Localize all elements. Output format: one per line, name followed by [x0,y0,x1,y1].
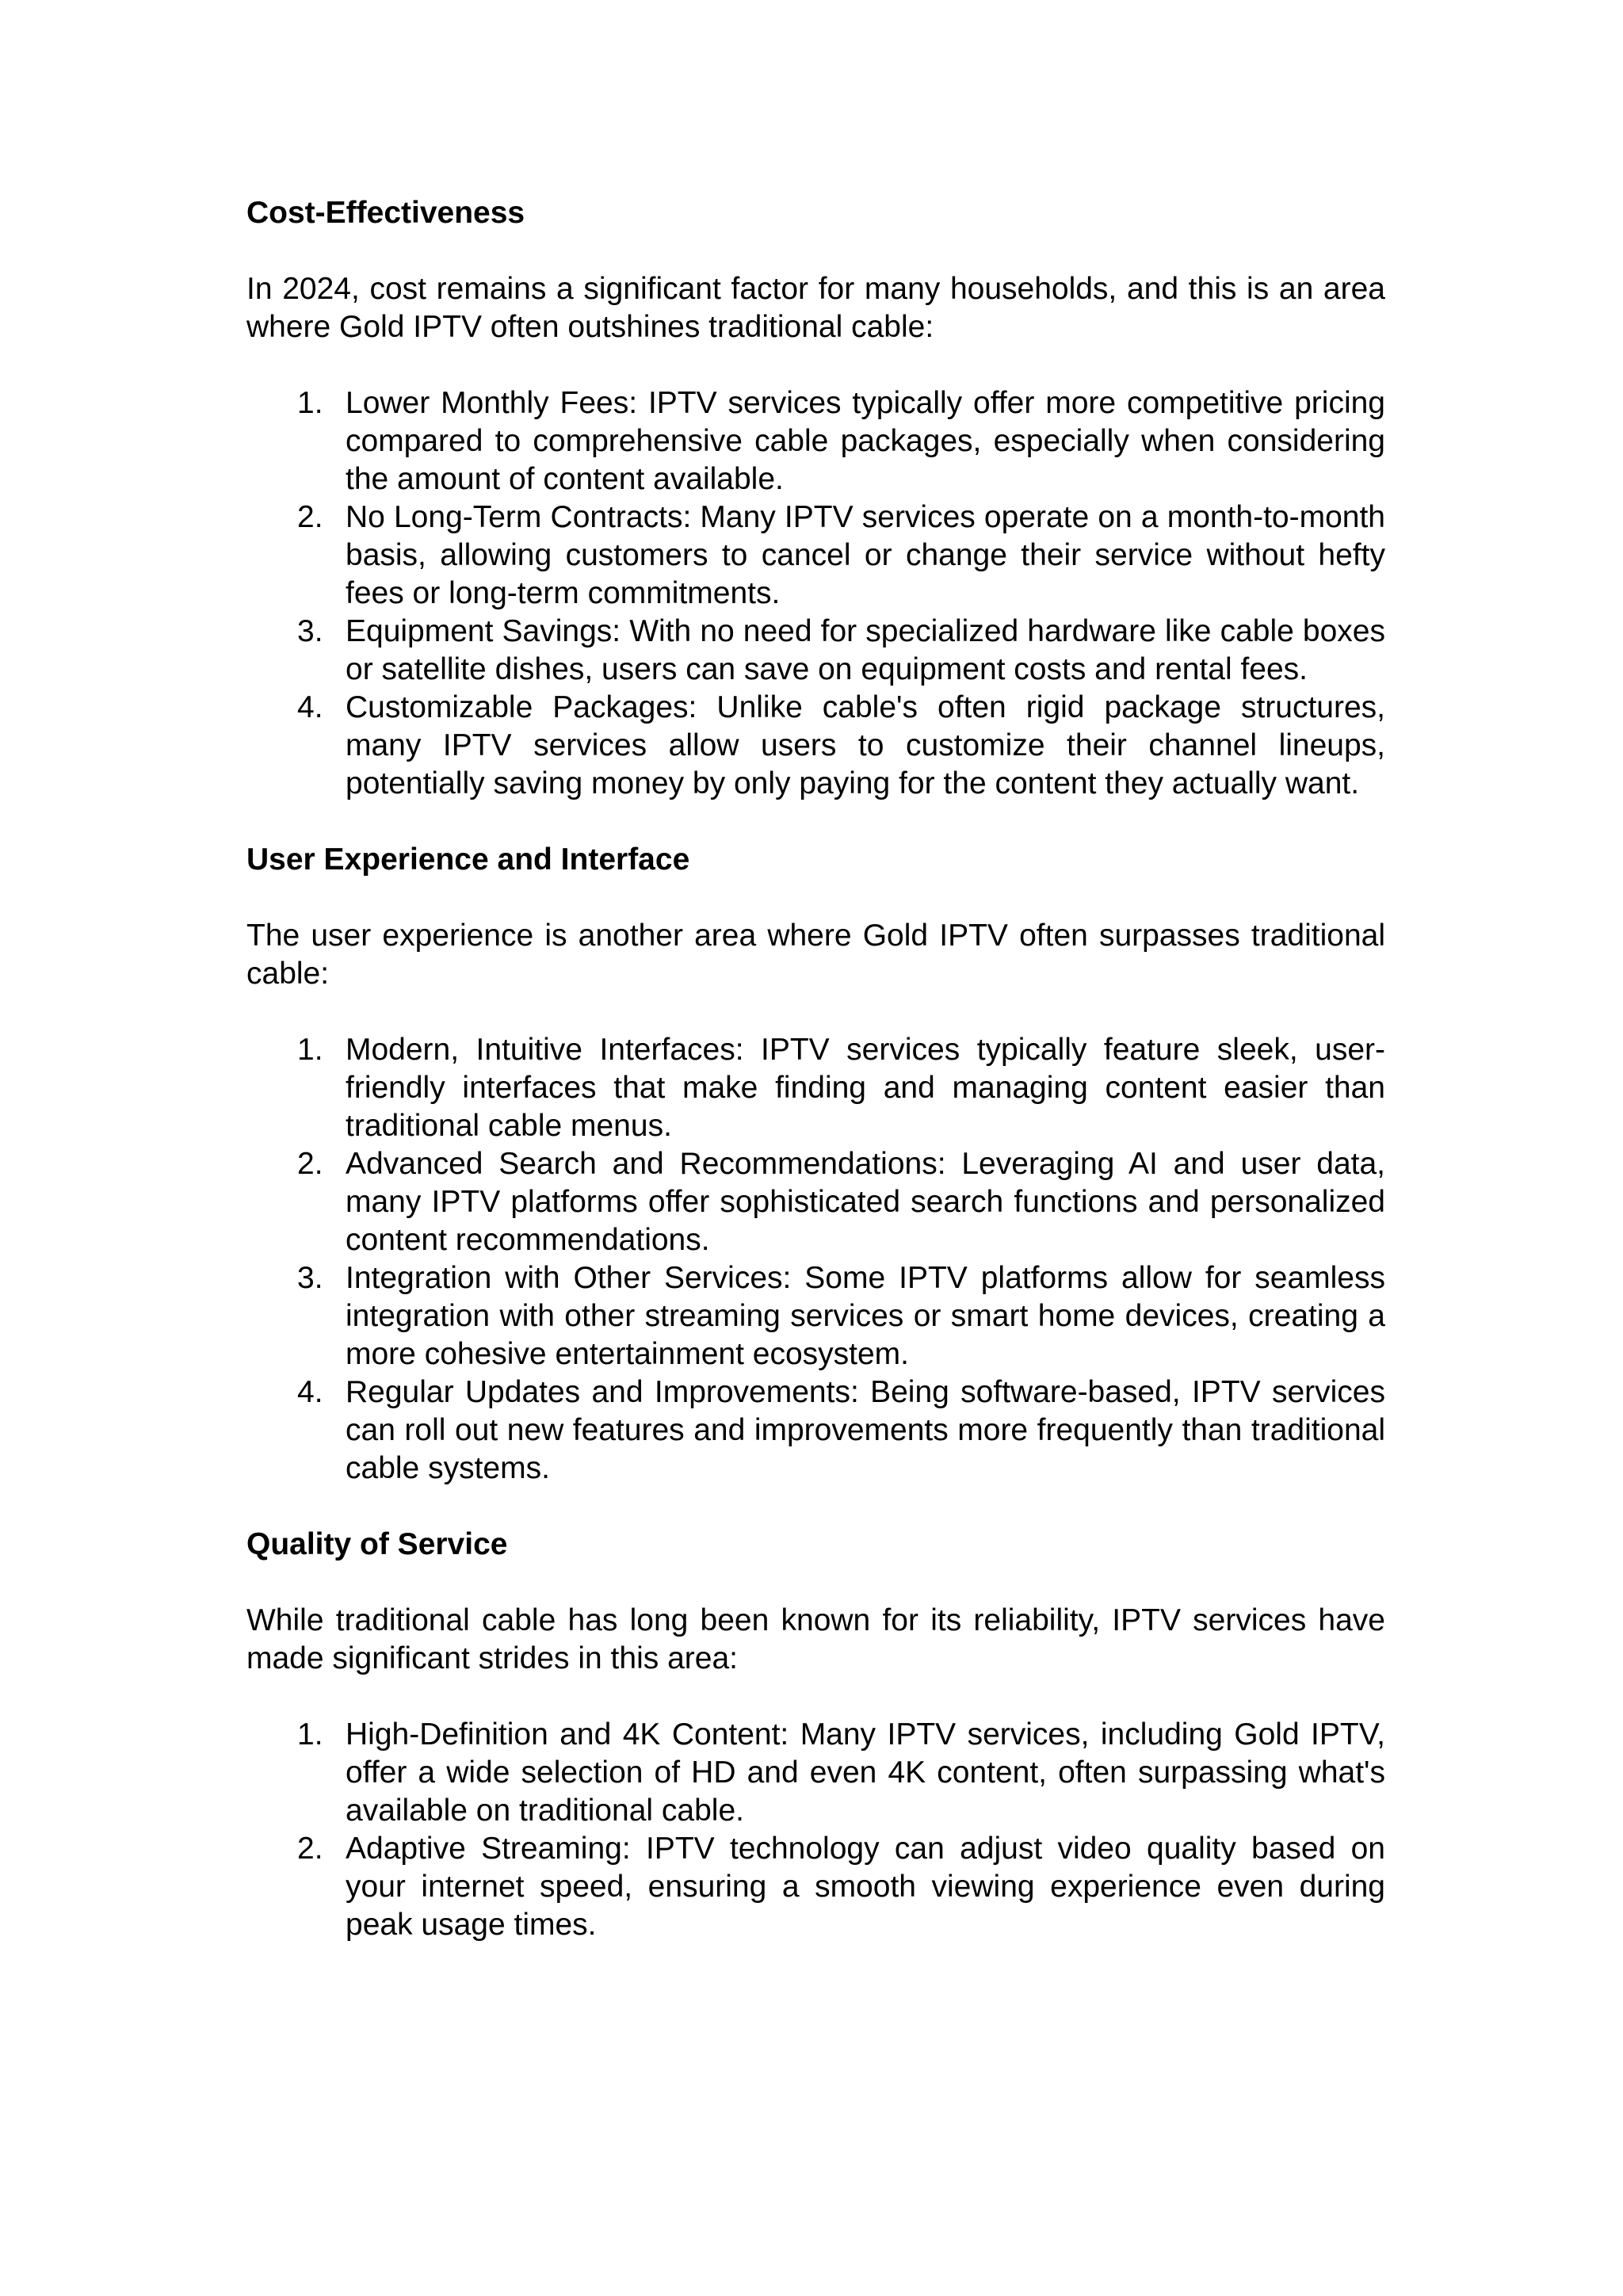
list-item-text: High-Definition and 4K Content: Many IPTV services, including Gold IPTV, offer a wide selection of HD and even 4K content, often surpassing what's available on traditional cable. [346,1717,1385,1828]
list-item-text: Advanced Search and Recommendations: Leveraging AI and user data, many IPTV platforms offer sophisticated search functions and personalized content recommendations. [346,1147,1385,1257]
list-item [246,1031,1385,1145]
list-item [246,384,1385,499]
list-item-number: 1. [297,386,323,420]
list-item-text: Lower Monthly Fees: IPTV services typically offer more competitive pricing compared to comprehensive cable packages, especially when considering the amount of content available. [346,386,1385,496]
list-item-number: 3. [297,614,323,648]
section-heading: Quality of Service [246,1527,508,1561]
list-item-text: Adaptive Streaming: IPTV technology can adjust video quality based on your internet speed, ensuring a smooth viewing experience even during peak usage times. [346,1832,1385,1942]
section-intro: The user experience is another area where Gold IPTV often surpasses traditional cable: [246,919,1385,991]
list-item [246,613,1385,689]
section-intro: While traditional cable has long been known for its reliability, IPTV services have made significant strides in this area: [246,1603,1385,1675]
list-item-text: Regular Updates and Improvements: Being software-based, IPTV services can roll out new features and improvements more frequently than traditional cable systems. [346,1375,1385,1485]
section-intro: In 2024, cost remains a significant factor for many households, and this is an area where Gold IPTV often outshines traditional cable: [246,272,1385,344]
numbered-list [246,1031,1385,1488]
numbered-list [246,1716,1385,1944]
list-item-number: 1. [297,1033,323,1067]
list-item-number: 4. [297,690,323,724]
list-item [246,1716,1385,1830]
list-item-number: 3. [297,1261,323,1295]
document-page [246,194,1385,1944]
list-item-number: 1. [297,1717,323,1752]
list-item [246,499,1385,613]
section-user-experience [246,841,1385,1488]
section-heading: User Experience and Interface [246,842,690,877]
list-item-number: 2. [297,1147,323,1181]
list-item [246,1259,1385,1373]
numbered-list [246,384,1385,803]
section-cost-effectiveness [246,194,1385,803]
list-item-text: Modern, Intuitive Interfaces: IPTV services typically feature sleek, user-friendly interfaces that make finding and managing content easier than traditional cable menus. [346,1033,1385,1143]
list-item [246,1373,1385,1488]
list-item-text: Customizable Packages: Unlike cable's often rigid package structures, many IPTV services allow users to customize their channel lineups, potentially saving money by only paying for the content they actually want. [346,690,1385,800]
list-item-number: 2. [297,500,323,534]
list-item [246,1830,1385,1944]
list-item-text: Integration with Other Services: Some IPTV platforms allow for seamless integration with other streaming services or smart home devices, creating a more cohesive entertainment ecosystem. [346,1261,1385,1371]
list-item-number: 2. [297,1832,323,1866]
list-item-text: No Long-Term Contracts: Many IPTV services operate on a month-to-month basis, allowing customers to cancel or change their service without hefty fees or long-term commitments. [346,500,1385,610]
list-item [246,689,1385,803]
list-item-number: 4. [297,1375,323,1409]
section-heading: Cost-Effectiveness [246,196,525,230]
section-quality-of-service [246,1526,1385,1944]
list-item-text: Equipment Savings: With no need for specialized hardware like cable boxes or satellite dishes, users can save on equipment costs and rental fees. [346,614,1385,686]
list-item [246,1145,1385,1259]
